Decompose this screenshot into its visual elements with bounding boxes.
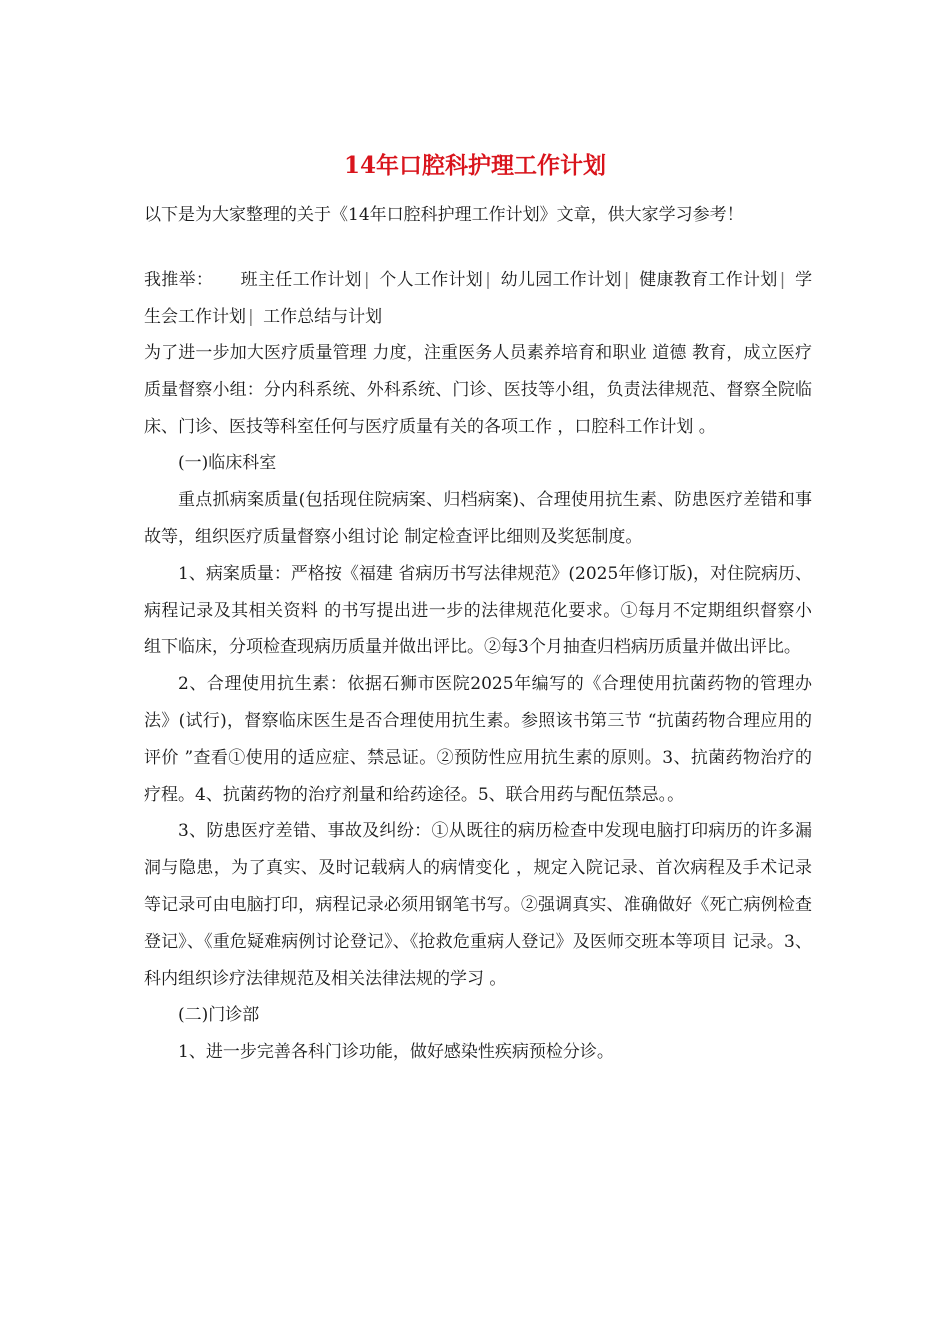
section-heading-outpatient: (二)门诊部 [178, 1005, 260, 1026]
link-personal-plan[interactable]: 个人工作计划 [379, 270, 484, 290]
link-student-union-plan[interactable]: 学生会工作计划 [144, 270, 813, 327]
link-separator: | [623, 270, 630, 290]
paragraph-error-prevention: 3、防患医疗差错、事故及纠纷：①从既往的病历检查中发现电脑打印病历的许多漏洞与隐患，为了真实、及时记载病人的病情变化 ，规定入院记录、首次病程及手术记录等记录可由电脑打印，病程记录必须用钢笔书写。②强调真实、准确做好《死亡病例检查登记》、《重危疑难病例讨论登记》、《抢救危重病人登记》及医师交班本等项目 记录。3、科内组织诊疗法律规范及相关法律法规的学习 。 [144, 821, 812, 989]
paragraph-outpatient-1: 1、进一步完善各科门诊功能，做好感染性疾病预检分诊。 [178, 1042, 614, 1063]
document-title: 14年口腔科护理工作计划 [343, 152, 606, 179]
link-class-teacher-plan[interactable]: 班主任工作计划 [240, 270, 362, 290]
link-separator: | [779, 270, 786, 290]
link-health-education-plan[interactable]: 健康教育工作计划 [639, 270, 778, 290]
recommend-label: 我推举： [144, 270, 214, 290]
link-separator: | [485, 270, 491, 290]
link-separator: | [363, 270, 370, 290]
intro-paragraph: 以下是为大家整理的关于《14年口腔科护理工作计划》文章，供大家学习参考！ [144, 205, 744, 225]
paragraph-antibiotics: 2、合理使用抗生素：依据石狮市医院2025年编写的《合理使用抗菌药物的管理办法》(试行)，督察临床医生是否合理使用抗生素。参照该书第三节 “抗菌药物合理应用的评价 ”查看①使用的适应症、禁忌证。②预防性应用抗生素的原则。3、抗菌药物治疗的疗程。4、抗菌药物的治疗剂量和给药途径。5、联合用药与配伍禁忌。。 [144, 674, 812, 805]
recommend-links [144, 262, 812, 336]
document-body [144, 335, 812, 1071]
paragraph-clinical-focus: 重点抓病案质量(包括现住院病案、归档病案)、合理使用抗生素、防患医疗差错和事故等，组织医疗质量督察小组讨论 制定检查评比细则及奖惩制度。 [144, 490, 812, 547]
section-heading-clinical: (一)临床科室 [178, 453, 277, 474]
link-kindergarten-plan[interactable]: 幼儿园工作计划 [500, 270, 622, 290]
paragraph-opening: 为了进一步加大医疗质量管理 力度，注重医务人员素养培育和职业 道德 教育，成立医疗质量督察小组：分内科系统、外科系统、门诊、医技等小组，负责法律规范、督察全院临床、门诊、医技等科室任何与医疗质量有关的各项工作 ，口腔科工作计划 。 [144, 343, 812, 437]
link-separator: | [248, 307, 254, 327]
intro-text [144, 197, 812, 234]
link-work-summary-plan[interactable]: 工作总结与计划 [263, 307, 383, 327]
paragraph-case-quality: 1、病案质量：严格按《福建 省病历书写法律规范》(2025年修订版)，对住院病历、病程记录及其相关资料 的书写提出进一步的法律规范化要求。①每月不定期组织督察小组下临床，分项检查现病历质量并做出评比。②每3个月抽查归档病历质量并做出评比。 [144, 563, 812, 658]
